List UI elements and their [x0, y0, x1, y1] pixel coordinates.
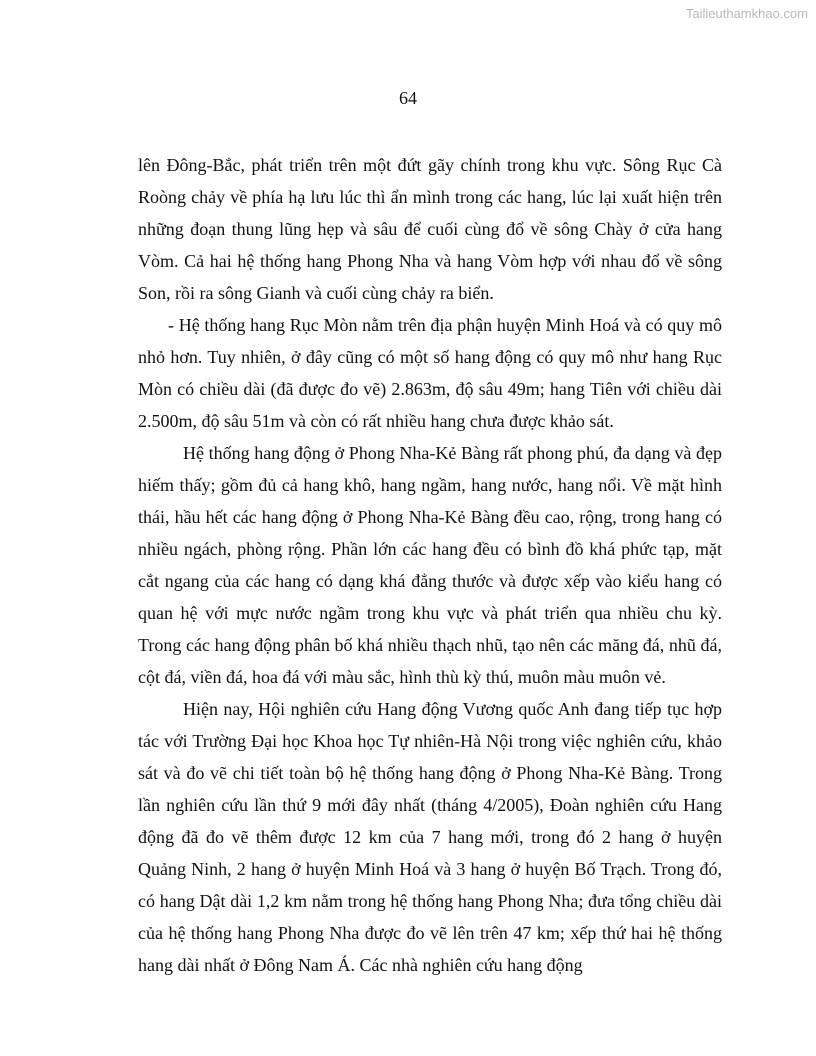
page-number: 64 [399, 88, 417, 108]
document-body [138, 149, 722, 981]
paragraph-research-cooperation: Hiện nay, Hội nghiên cứu Hang động Vương quốc Anh đang tiếp tục hợp tác với Trường Đại học Khoa học Tự nhiên-Hà Nội trong việc nghiên cứu, khảo sát và đo vẽ chi tiết toàn bộ hệ thống hang động ở Phong Nha-Kẻ Bàng. Trong lần nghiên cứu lần thứ 9 mới đây nhất (tháng 4/2005), Đoàn nghiên cứu Hang động đã đo vẽ thêm được 12 km của 7 hang mới, trong đó 2 hang ở huyện Quảng Ninh, 2 hang ở huyện Minh Hoá và 3 hang ở huyện Bố Trạch. Trong đó, có hang Dật dài 1,2 km nằm trong hệ thống hang Phong Nha; đưa tổng chiều dài của hệ thống hang Phong Nha được đo vẽ lên trên 47 km; xếp thứ hai hệ thống hang dài nhất ở Đông Nam Á. Các nhà nghiên cứu hang động [138, 699, 722, 975]
watermark-text: Tailieuthamkhao.com [685, 6, 808, 21]
paragraph-continuation: lên Đông-Bắc, phát triển trên một đứt gãy chính trong khu vực. Sông Rục Cà Roòng chảy về phía hạ lưu lúc thì ẩn mình trong các hang, lúc lại xuất hiện trên những đoạn thung lũng hẹp và sâu để cuối cùng đổ về sông Chày ở cửa hang Vòm. Cả hai hệ thống hang Phong Nha và hang Vòm hợp với nhau đổ về sông Son, rồi ra sông Gianh và cuối cùng chảy ra biển. [138, 155, 722, 303]
paragraph-cave-system-description: Hệ thống hang động ở Phong Nha-Kẻ Bàng rất phong phú, đa dạng và đẹp hiếm thấy; gồm đủ cả hang khô, hang ngầm, hang nước, hang nổi. Về mặt hình thái, hầu hết các hang động ở Phong Nha-Kẻ Bàng đều cao, rộng, trong hang có nhiều ngách, phòng rộng. Phần lớn các hang đều có bình đồ khá phức tạp, mặt cắt ngang của các hang có dạng khá đẳng thước và được xếp vào kiểu hang có quan hệ với mực nước ngầm trong khu vực và phát triển qua nhiều chu kỳ. Trong các hang động phân bố khá nhiều thạch nhũ, tạo nên các măng đá, nhũ đá, cột đá, viền đá, hoa đá với màu sắc, hình thù kỳ thú, muôn màu muôn vẻ. [138, 443, 722, 687]
paragraph-ruc-mon-system: - Hệ thống hang Rục Mòn nằm trên địa phận huyện Minh Hoá và có quy mô nhỏ hơn. Tuy nhiên, ở đây cũng có một số hang động có quy mô như hang Rục Mòn có chiều dài (đã được đo vẽ) 2.863m, độ sâu 49m; hang Tiên với chiều dài 2.500m, độ sâu 51m và còn có rất nhiều hang chưa được khảo sát. [138, 315, 722, 431]
